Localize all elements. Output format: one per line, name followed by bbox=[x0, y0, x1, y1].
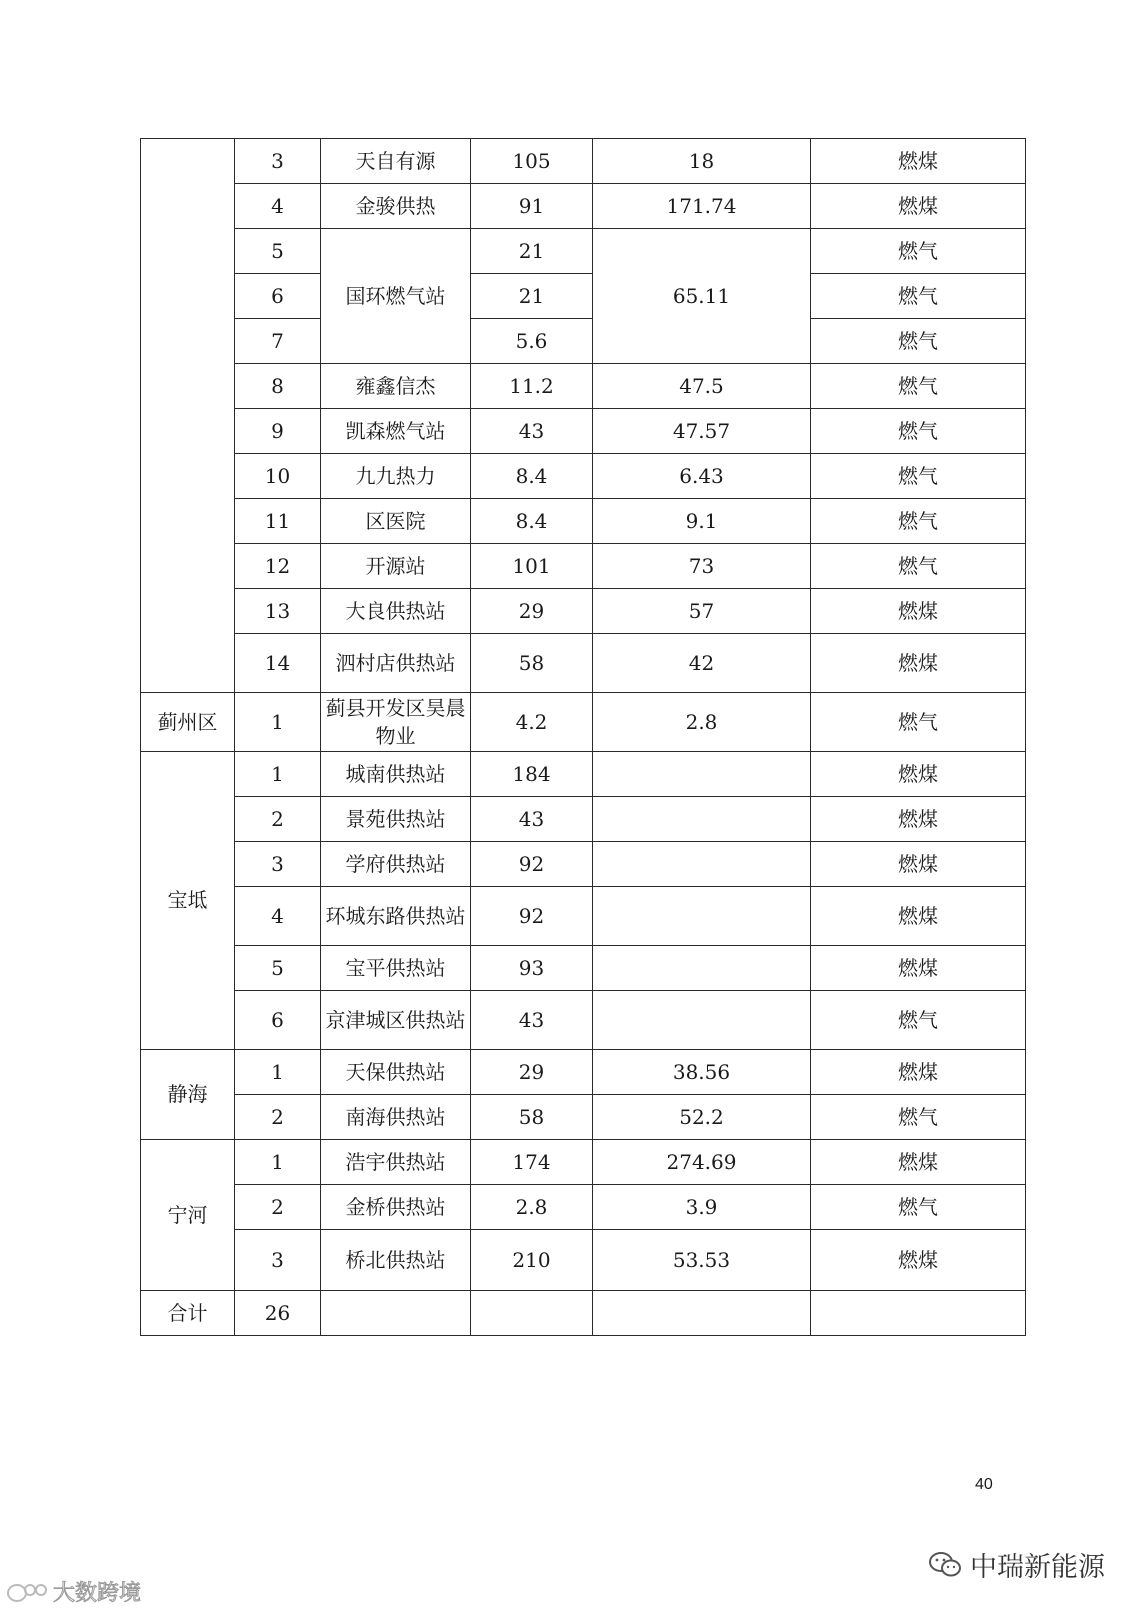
watermark-text: 中瑞新能源 bbox=[970, 1552, 1105, 1583]
table-row bbox=[141, 499, 1026, 544]
value-1: 21 bbox=[471, 229, 593, 274]
value-2: 57 bbox=[593, 589, 811, 634]
table-row bbox=[141, 139, 1026, 184]
row-number: 6 bbox=[235, 991, 321, 1050]
fuel-type: 燃气 bbox=[811, 1095, 1026, 1140]
row-number: 6 bbox=[235, 274, 321, 319]
wechat-icon bbox=[928, 1550, 962, 1580]
row-number: 14 bbox=[235, 634, 321, 693]
table-row bbox=[141, 752, 1026, 797]
value-2: 171.74 bbox=[593, 184, 811, 229]
fuel-type: 燃煤 bbox=[811, 139, 1026, 184]
station-name: 区医院 bbox=[321, 499, 471, 544]
value-1: 43 bbox=[471, 409, 593, 454]
station-name: 凯森燃气站 bbox=[321, 409, 471, 454]
row-number: 12 bbox=[235, 544, 321, 589]
row-number: 5 bbox=[235, 946, 321, 991]
page-number: 40 bbox=[975, 1476, 993, 1493]
fuel-type: 燃气 bbox=[811, 274, 1026, 319]
value-1: 29 bbox=[471, 589, 593, 634]
row-number: 13 bbox=[235, 589, 321, 634]
value-2: 18 bbox=[593, 139, 811, 184]
fuel-type: 燃气 bbox=[811, 409, 1026, 454]
fuel-type: 燃煤 bbox=[811, 1230, 1026, 1291]
value-1: 184 bbox=[471, 752, 593, 797]
value-2: 2.8 bbox=[593, 693, 811, 752]
table-row bbox=[141, 797, 1026, 842]
fuel-type: 燃煤 bbox=[811, 184, 1026, 229]
empty-cell bbox=[593, 1291, 811, 1336]
value-2: 53.53 bbox=[593, 1230, 811, 1291]
row-number: 3 bbox=[235, 1230, 321, 1291]
table-row bbox=[141, 1095, 1026, 1140]
station-name bbox=[321, 887, 471, 946]
row-number: 5 bbox=[235, 229, 321, 274]
fuel-type: 燃煤 bbox=[811, 946, 1026, 991]
station-name: 金桥供热站 bbox=[321, 1185, 471, 1230]
value-1: 105 bbox=[471, 139, 593, 184]
district-cell bbox=[141, 139, 235, 693]
value-1: 4.2 bbox=[471, 693, 593, 752]
value-1: 43 bbox=[471, 797, 593, 842]
total-label: 合计 bbox=[141, 1291, 235, 1336]
fuel-type: 燃气 bbox=[811, 454, 1026, 499]
row-number: 2 bbox=[235, 1095, 321, 1140]
station-name: 天自有源 bbox=[321, 139, 471, 184]
row-number: 1 bbox=[235, 693, 321, 752]
value-2: 47.57 bbox=[593, 409, 811, 454]
row-number: 4 bbox=[235, 887, 321, 946]
station-name-text: 泗村店供热站 bbox=[335, 651, 456, 675]
row-number: 7 bbox=[235, 319, 321, 364]
table-row bbox=[141, 693, 1026, 752]
value-2 bbox=[593, 991, 811, 1050]
table-row bbox=[141, 1185, 1026, 1230]
row-number: 8 bbox=[235, 364, 321, 409]
table-row bbox=[141, 229, 1026, 274]
district-cell: 宝坻 bbox=[141, 752, 235, 1050]
value-2: 47.5 bbox=[593, 364, 811, 409]
watermark-weibo bbox=[6, 1576, 141, 1607]
table-row bbox=[141, 274, 1026, 319]
value-1: 93 bbox=[471, 946, 593, 991]
station-name bbox=[321, 634, 471, 693]
value-2 bbox=[593, 887, 811, 946]
value-1: 11.2 bbox=[471, 364, 593, 409]
station-name: 南海供热站 bbox=[321, 1095, 471, 1140]
fuel-type: 燃煤 bbox=[811, 842, 1026, 887]
table-row bbox=[141, 544, 1026, 589]
row-number: 10 bbox=[235, 454, 321, 499]
row-number: 1 bbox=[235, 1140, 321, 1185]
station-name: 开源站 bbox=[321, 544, 471, 589]
fuel-type: 燃煤 bbox=[811, 1140, 1026, 1185]
fuel-type: 燃气 bbox=[811, 544, 1026, 589]
value-2: 42 bbox=[593, 634, 811, 693]
value-1: 210 bbox=[471, 1230, 593, 1291]
value-1: 8.4 bbox=[471, 454, 593, 499]
station-name-text: 蓟县开发区昊晨物业 bbox=[325, 696, 466, 748]
row-number: 3 bbox=[235, 139, 321, 184]
value-2: 9.1 bbox=[593, 499, 811, 544]
value-2 bbox=[593, 752, 811, 797]
value-2 bbox=[593, 842, 811, 887]
value-1: 91 bbox=[471, 184, 593, 229]
fuel-type: 燃煤 bbox=[811, 887, 1026, 946]
row-number: 3 bbox=[235, 842, 321, 887]
empty-cell bbox=[471, 1291, 593, 1336]
value-1: 2.8 bbox=[471, 1185, 593, 1230]
table-row bbox=[141, 842, 1026, 887]
fuel-type: 燃气 bbox=[811, 991, 1026, 1050]
district-cell: 宁河 bbox=[141, 1140, 235, 1291]
row-number: 4 bbox=[235, 184, 321, 229]
station-name-text: 京津城区供热站 bbox=[325, 1008, 466, 1032]
row-number: 2 bbox=[235, 797, 321, 842]
row-number: 9 bbox=[235, 409, 321, 454]
table-row bbox=[141, 1230, 1026, 1291]
station-name: 九九热力 bbox=[321, 454, 471, 499]
station-name bbox=[321, 991, 471, 1050]
station-name: 城南供热站 bbox=[321, 752, 471, 797]
table-row bbox=[141, 319, 1026, 364]
station-name: 雍鑫信杰 bbox=[321, 364, 471, 409]
fuel-type: 燃气 bbox=[811, 693, 1026, 752]
station-name: 宝平供热站 bbox=[321, 946, 471, 991]
table-row bbox=[141, 184, 1026, 229]
table-row bbox=[141, 364, 1026, 409]
station-name-text: 环城东路供热站 bbox=[325, 904, 466, 928]
fuel-type: 燃煤 bbox=[811, 634, 1026, 693]
station-name: 学府供热站 bbox=[321, 842, 471, 887]
fuel-type: 燃煤 bbox=[811, 1050, 1026, 1095]
value-1: 101 bbox=[471, 544, 593, 589]
fuel-type: 燃气 bbox=[811, 319, 1026, 364]
value-1: 21 bbox=[471, 274, 593, 319]
table-row bbox=[141, 991, 1026, 1050]
value-2 bbox=[593, 797, 811, 842]
station-name: 大良供热站 bbox=[321, 589, 471, 634]
value-2 bbox=[593, 946, 811, 991]
station-name: 天保供热站 bbox=[321, 1050, 471, 1095]
value-2: 52.2 bbox=[593, 1095, 811, 1140]
district-cell: 蓟州区 bbox=[141, 693, 235, 752]
table-row bbox=[141, 1140, 1026, 1185]
station-name bbox=[321, 693, 471, 752]
station-name: 国环燃气站 bbox=[321, 229, 471, 364]
row-number: 2 bbox=[235, 1185, 321, 1230]
district-cell: 静海 bbox=[141, 1050, 235, 1140]
value-1: 8.4 bbox=[471, 499, 593, 544]
station-name: 金骏供热 bbox=[321, 184, 471, 229]
value-1: 29 bbox=[471, 1050, 593, 1095]
fuel-type: 燃气 bbox=[811, 364, 1026, 409]
value-1: 58 bbox=[471, 634, 593, 693]
total-count: 26 bbox=[235, 1291, 321, 1336]
empty-cell bbox=[811, 1291, 1026, 1336]
total-row bbox=[141, 1291, 1026, 1336]
row-number: 1 bbox=[235, 752, 321, 797]
watermark-text: 大数跨境 bbox=[53, 1581, 142, 1606]
value-2: 6.43 bbox=[593, 454, 811, 499]
table-row bbox=[141, 454, 1026, 499]
table-row bbox=[141, 589, 1026, 634]
value-1: 58 bbox=[471, 1095, 593, 1140]
table-row bbox=[141, 946, 1026, 991]
value-1: 174 bbox=[471, 1140, 593, 1185]
value-1: 92 bbox=[471, 842, 593, 887]
empty-cell bbox=[321, 1291, 471, 1336]
weibo-logo-icon bbox=[6, 1579, 48, 1605]
fuel-type: 燃气 bbox=[811, 229, 1026, 274]
fuel-type: 燃气 bbox=[811, 1185, 1026, 1230]
station-name: 桥北供热站 bbox=[321, 1230, 471, 1291]
table-row bbox=[141, 1050, 1026, 1095]
value-2: 65.11 bbox=[593, 229, 811, 364]
value-1: 92 bbox=[471, 887, 593, 946]
row-number: 11 bbox=[235, 499, 321, 544]
station-name: 浩宇供热站 bbox=[321, 1140, 471, 1185]
station-name: 景苑供热站 bbox=[321, 797, 471, 842]
value-2: 73 bbox=[593, 544, 811, 589]
value-2: 274.69 bbox=[593, 1140, 811, 1185]
fuel-type: 燃煤 bbox=[811, 752, 1026, 797]
value-1: 43 bbox=[471, 991, 593, 1050]
value-1: 5.6 bbox=[471, 319, 593, 364]
table-row bbox=[141, 634, 1026, 693]
value-2: 3.9 bbox=[593, 1185, 811, 1230]
value-2: 38.56 bbox=[593, 1050, 811, 1095]
fuel-type: 燃煤 bbox=[811, 797, 1026, 842]
row-number: 1 bbox=[235, 1050, 321, 1095]
fuel-type: 燃煤 bbox=[811, 589, 1026, 634]
fuel-type: 燃气 bbox=[811, 499, 1026, 544]
watermark-wechat bbox=[928, 1545, 1105, 1584]
table-row bbox=[141, 409, 1026, 454]
table-row bbox=[141, 887, 1026, 946]
heating-station-table bbox=[140, 138, 1026, 1336]
